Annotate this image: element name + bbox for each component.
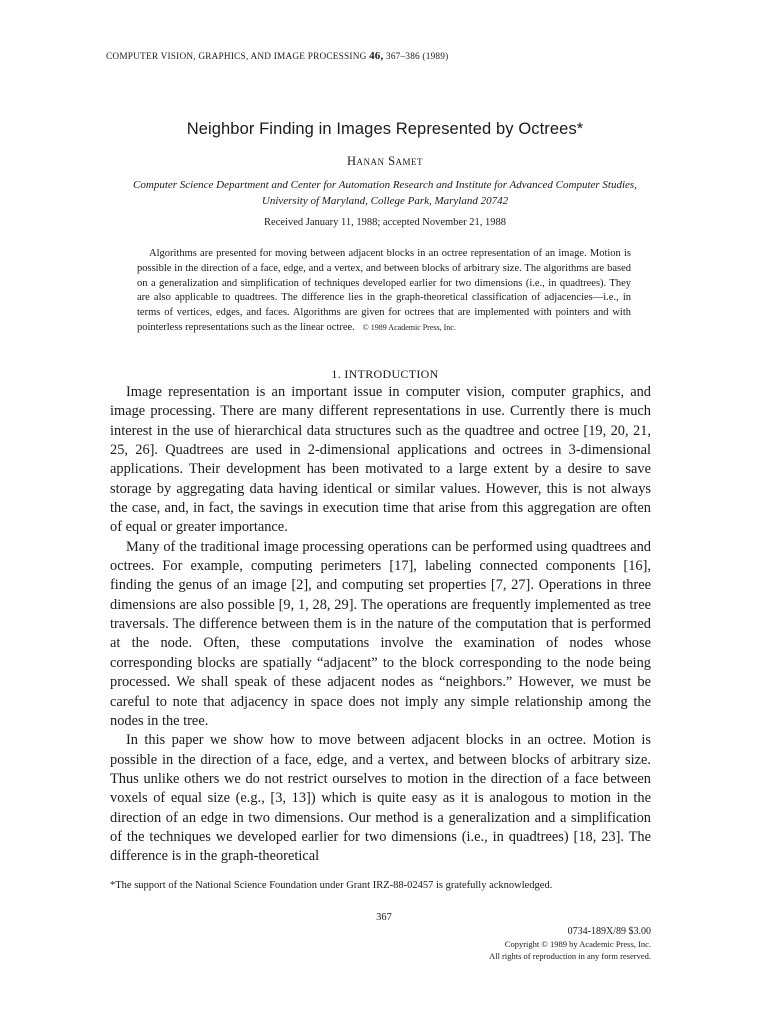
abstract-copyright: © 1989 Academic Press, Inc. [362,322,456,332]
paper-title: Neighbor Finding in Images Represented by Octrees* [186,120,584,138]
imprint-rights: All rights of reproduction in any form reserved. [489,951,651,961]
paragraph: Many of the traditional image processing operations can be performed using quadtrees and octrees. For example, computing perimeters [17], labeling connected components [16], finding the genus of an image [2], and computing set properties [7, 27]. Operations in three dimensions are also possible [9, 1, 28, 29]. The operations are frequently implemented as tree traversals. The difference between them is in the nature of the computation that is performed at the node. Often, these computations involve the examination of nodes whose corresponding blocks are spatially “adjacent” to the block corresponding to the node being processed. We shall speak of these adjacent nodes as “neighbors.” However, we must be careful to note that adjacency in space does not imply any simple relationship among the nodes in the tree. [110,538,651,729]
received-date: Received January 11, 1988; accepted November 21, 1988 [264,217,506,228]
journal-volume: 46, [369,50,384,62]
footnote: *The support of the National Science Foundation under Grant IRZ-88-02457 is gratefully acknowledged. [110,880,553,891]
page-number: 367 [376,912,392,923]
section-heading: 1. INTRODUCTION [331,367,439,381]
imprint-copyright: Copyright © 1989 by Academic Press, Inc. [504,939,651,949]
paragraph: Image representation is an important issue in computer vision, computer graphics, and image processing. There are many different representations in use. Currently there is much interest in the use of hierarchical data structures such as the quadtree and octree [19, 20, 21, 25, 26]. Quadtrees are used in 2-dimensional applications and octrees in 3-dimensional applications. Their development has been motivated to a large extent by a desire to save storage by aggregating data having identical or similar values. However, this is not always the case, and, in fact, the savings in execution time that arise from this aggregation are often of equal or greater importance. [110,384,651,536]
paragraph: In this paper we show how to move between adjacent blocks in an octree. Motion is possible in the direction of a face, edge, and a vertex, and between blocks of arbitrary size. Thus unlike others we do not restrict ourselves to motion in the direction of a face between voxels of equal size (e.g., [3, 13]) which is quite easy as it is analogous to motion in the direction of an edge in two dimensions. Our method is a generalization and a simplification of the techniques we developed earlier for two dimensions (i.e., in quadtrees) [18, 23]. The difference is in the graph-theoretical [110,732,651,865]
paper-author: Hanan Samet [346,154,424,168]
abstract [137,247,631,336]
journal-name: COMPUTER VISION, GRAPHICS, AND IMAGE PROCESSING [106,52,367,62]
body-text [110,383,651,867]
imprint-price: 0734-189X/89 $3.00 [567,926,651,937]
abstract-text: Algorithms are presented for moving between adjacent blocks in an octree representation of an image. Motion is possible in the direction of a face, edge, and a vertex, and between blocks of arbitrary size. The algorithms are based on a generalization and simplification of techniques developed earlier for two dimensions (i.e., in quadtrees). They are also applicable to quadtrees. The difference lies in the graph-theoretical classification of adjacencies—i.e., in terms of vertices, edges, and faces. Algorithms are given for octrees that are implemented with pointers and with pointerless representations such as the linear octree. [137,248,631,333]
imprint [489,926,651,962]
journal-header [106,50,666,62]
journal-pages: 367–386 (1989) [385,52,449,62]
author-affiliation: Computer Science Department and Center for Automation Research and Institute for Advanced Computer Studies, University of Maryland, College Park, Maryland 20742 [133,179,637,207]
